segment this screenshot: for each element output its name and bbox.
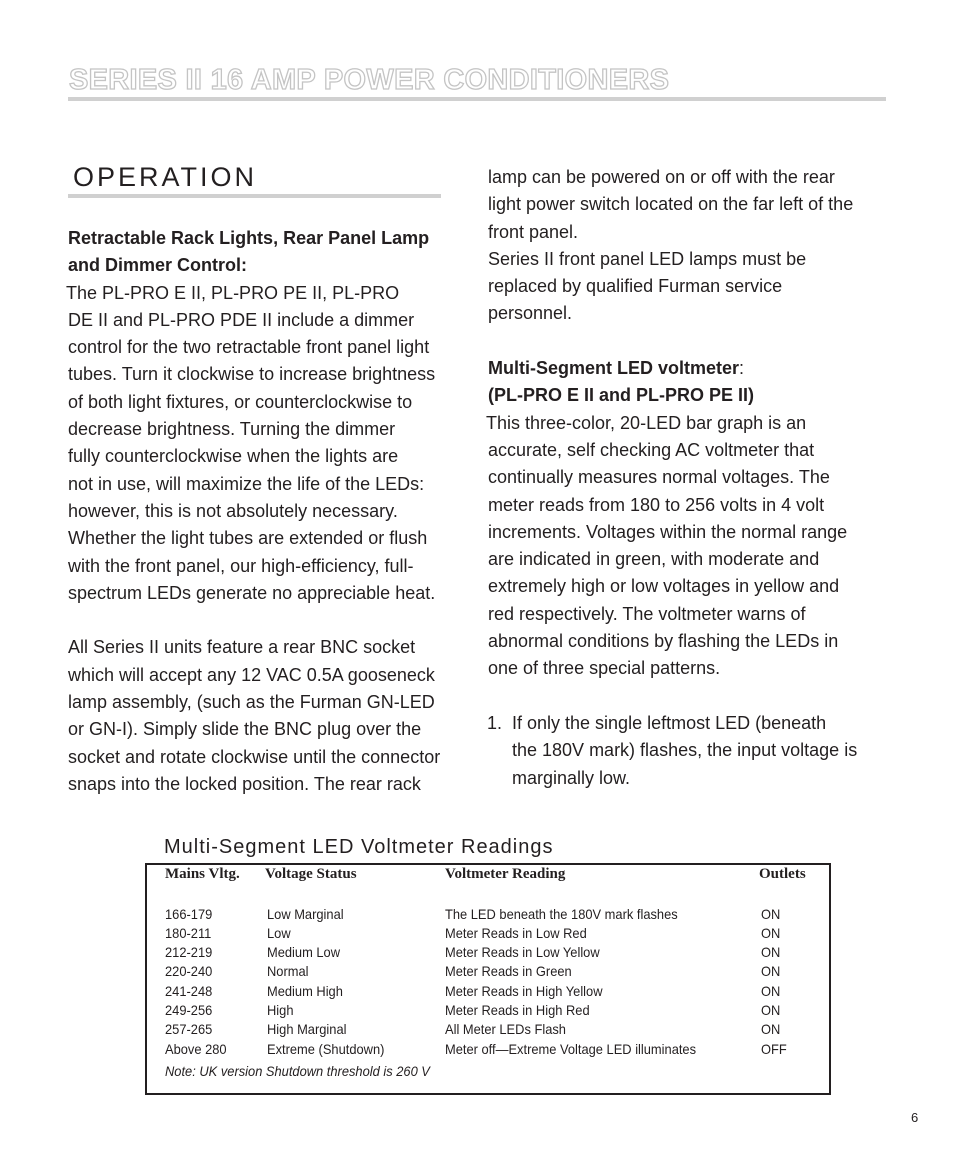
voltmeter-paragraph xyxy=(488,410,888,683)
text-line: Series II front panel LED lamps must be xyxy=(488,248,807,269)
text-line: however, this is not absolutely necessary. xyxy=(68,500,398,521)
text-line: abnormal conditions by flashing the LEDs in xyxy=(488,631,839,652)
text-line: continually measures normal voltages. The xyxy=(488,467,830,488)
column-header-outlets: Outlets xyxy=(759,866,806,882)
series-title-divider xyxy=(68,97,886,101)
text-line: light power switch located on the far left of the xyxy=(488,194,854,215)
text-line: meter reads from 180 to 256 volts in 4 volt xyxy=(488,494,825,515)
cell-status: Low Marginal xyxy=(267,906,344,922)
cell-reading: Meter Reads in Low Yellow xyxy=(445,944,600,960)
text-line: snaps into the locked position. The rear rack xyxy=(68,773,421,794)
cell-mains: 220-240 xyxy=(165,963,213,979)
section-title-divider xyxy=(68,194,441,198)
text-line: The PL-PRO E II, PL-PRO PE II, PL-PRO xyxy=(66,282,400,303)
bnc-socket-paragraph xyxy=(68,634,468,798)
cell-status: Extreme (Shutdown) xyxy=(267,1041,385,1057)
cell-mains: Above 280 xyxy=(165,1041,227,1057)
voltmeter-heading-line1 xyxy=(488,355,888,382)
cell-status: Low xyxy=(267,925,291,941)
voltmeter-readings-table xyxy=(145,863,831,1095)
cell-status: High Marginal xyxy=(267,1021,347,1037)
voltmeter-heading-colon: : xyxy=(739,358,745,379)
text-line: front panel. xyxy=(488,221,579,242)
text-line: Whether the light tubes are extended or flush xyxy=(68,528,428,549)
text-line: the 180V mark) flashes, the input voltage is xyxy=(512,740,858,761)
text-line: decrease brightness. Turning the dimmer xyxy=(68,419,396,440)
cell-outlets: ON xyxy=(761,1021,781,1037)
text-line: socket and rotate clockwise until the connector xyxy=(68,746,441,767)
text-line: red respectively. The voltmeter warns of xyxy=(488,603,806,624)
text-line: not in use, will maximize the life of the LEDs: xyxy=(68,473,425,494)
cell-reading: Meter Reads in High Red xyxy=(445,1002,590,1018)
column-header-reading: Voltmeter Reading xyxy=(445,866,566,882)
text-line: which will accept any 12 VAC 0.5A gooseneck xyxy=(68,664,435,685)
cell-mains: 257-265 xyxy=(165,1021,213,1037)
text-line: All Series II units feature a rear BNC socket xyxy=(68,637,416,658)
cell-reading: Meter Reads in High Yellow xyxy=(445,983,603,999)
text-line: This three-color, 20-LED bar graph is an xyxy=(486,412,807,433)
text-line: replaced by qualified Furman service xyxy=(488,276,783,297)
rear-lamp-continued-paragraph xyxy=(488,164,888,246)
list-item-number: 1. xyxy=(487,712,503,733)
column-header-mains: Mains Vltg. xyxy=(165,866,240,882)
text-line: or GN-I). Simply slide the BNC plug over the xyxy=(68,719,422,740)
cell-status: Normal xyxy=(267,963,309,979)
cell-mains: 241-248 xyxy=(165,983,213,999)
text-line: are indicated in green, with moderate and xyxy=(488,549,820,570)
text-line: fully counterclockwise when the lights are xyxy=(68,446,399,467)
left-column xyxy=(68,225,468,798)
rack-lights-heading-line2: and Dimmer Control: xyxy=(68,255,248,276)
cell-mains: 249-256 xyxy=(165,1002,213,1018)
rack-lights-heading-line1: Retractable Rack Lights, Rear Panel Lamp xyxy=(68,228,430,248)
cell-outlets: ON xyxy=(761,906,781,922)
cell-reading: All Meter LEDs Flash xyxy=(445,1021,566,1037)
text-line: lamp can be powered on or off with the rear xyxy=(488,167,835,187)
text-line: If only the single leftmost LED (beneath xyxy=(512,712,827,733)
text-line: of both light fixtures, or counterclockwise to xyxy=(68,391,413,412)
dimmer-paragraph xyxy=(66,280,468,608)
text-line: spectrum LEDs generate no appreciable heat. xyxy=(68,582,436,603)
voltmeter-table-caption: Multi-Segment LED Voltmeter Readings xyxy=(164,836,554,858)
cell-outlets: ON xyxy=(761,1002,781,1018)
cell-mains: 166-179 xyxy=(165,906,213,922)
text-line: marginally low. xyxy=(512,767,631,788)
text-line: tubes. Turn it clockwise to increase brightness xyxy=(68,364,436,385)
cell-outlets: ON xyxy=(761,963,781,979)
table-footnote: Note: UK version Shutdown threshold is 260 V xyxy=(165,1063,430,1079)
voltmeter-heading-line2: (PL-PRO E II and PL-PRO PE II) xyxy=(488,385,755,406)
cell-mains: 180-211 xyxy=(165,925,212,941)
cell-outlets: ON xyxy=(761,925,781,941)
right-column xyxy=(488,164,888,792)
cell-outlets: ON xyxy=(761,944,781,960)
list-item xyxy=(487,710,888,792)
cell-reading: Meter off—Extreme Voltage LED illuminates xyxy=(445,1041,697,1057)
text-line: lamp assembly, (such as the Furman GN-LED xyxy=(68,692,435,713)
cell-outlets: OFF xyxy=(761,1041,787,1057)
text-line: extremely high or low voltages in yellow and xyxy=(488,576,840,597)
section-title-operation: OPERATION xyxy=(73,162,258,192)
cell-status: High xyxy=(267,1002,294,1018)
text-line: one of three special patterns. xyxy=(488,658,721,679)
text-line: increments. Voltages within the normal range xyxy=(488,521,848,542)
cell-status: Medium Low xyxy=(267,944,341,960)
cell-reading: Meter Reads in Green xyxy=(445,963,572,979)
text-line: DE II and PL-PRO PDE II include a dimmer xyxy=(68,309,415,330)
text-line: control for the two retractable front panel light xyxy=(68,337,430,358)
text-line: personnel. xyxy=(488,303,573,324)
led-service-paragraph xyxy=(488,246,888,328)
cell-status: Medium High xyxy=(267,983,343,999)
document-series-title: SERIES II 16 AMP POWER CONDITIONERS xyxy=(69,64,670,96)
page-number: 6 xyxy=(911,1110,919,1125)
cell-mains: 212-219 xyxy=(165,944,213,960)
cell-reading: The LED beneath the 180V mark flashes xyxy=(445,906,678,922)
cell-reading: Meter Reads in Low Red xyxy=(445,925,587,941)
cell-outlets: ON xyxy=(761,983,781,999)
text-line: with the front panel, our high-efficiency, full- xyxy=(68,555,414,576)
column-header-status: Voltage Status xyxy=(265,866,357,882)
text-line: accurate, self checking AC voltmeter that xyxy=(488,439,815,460)
voltmeter-heading-text: Multi-Segment LED voltmeter xyxy=(488,358,740,379)
